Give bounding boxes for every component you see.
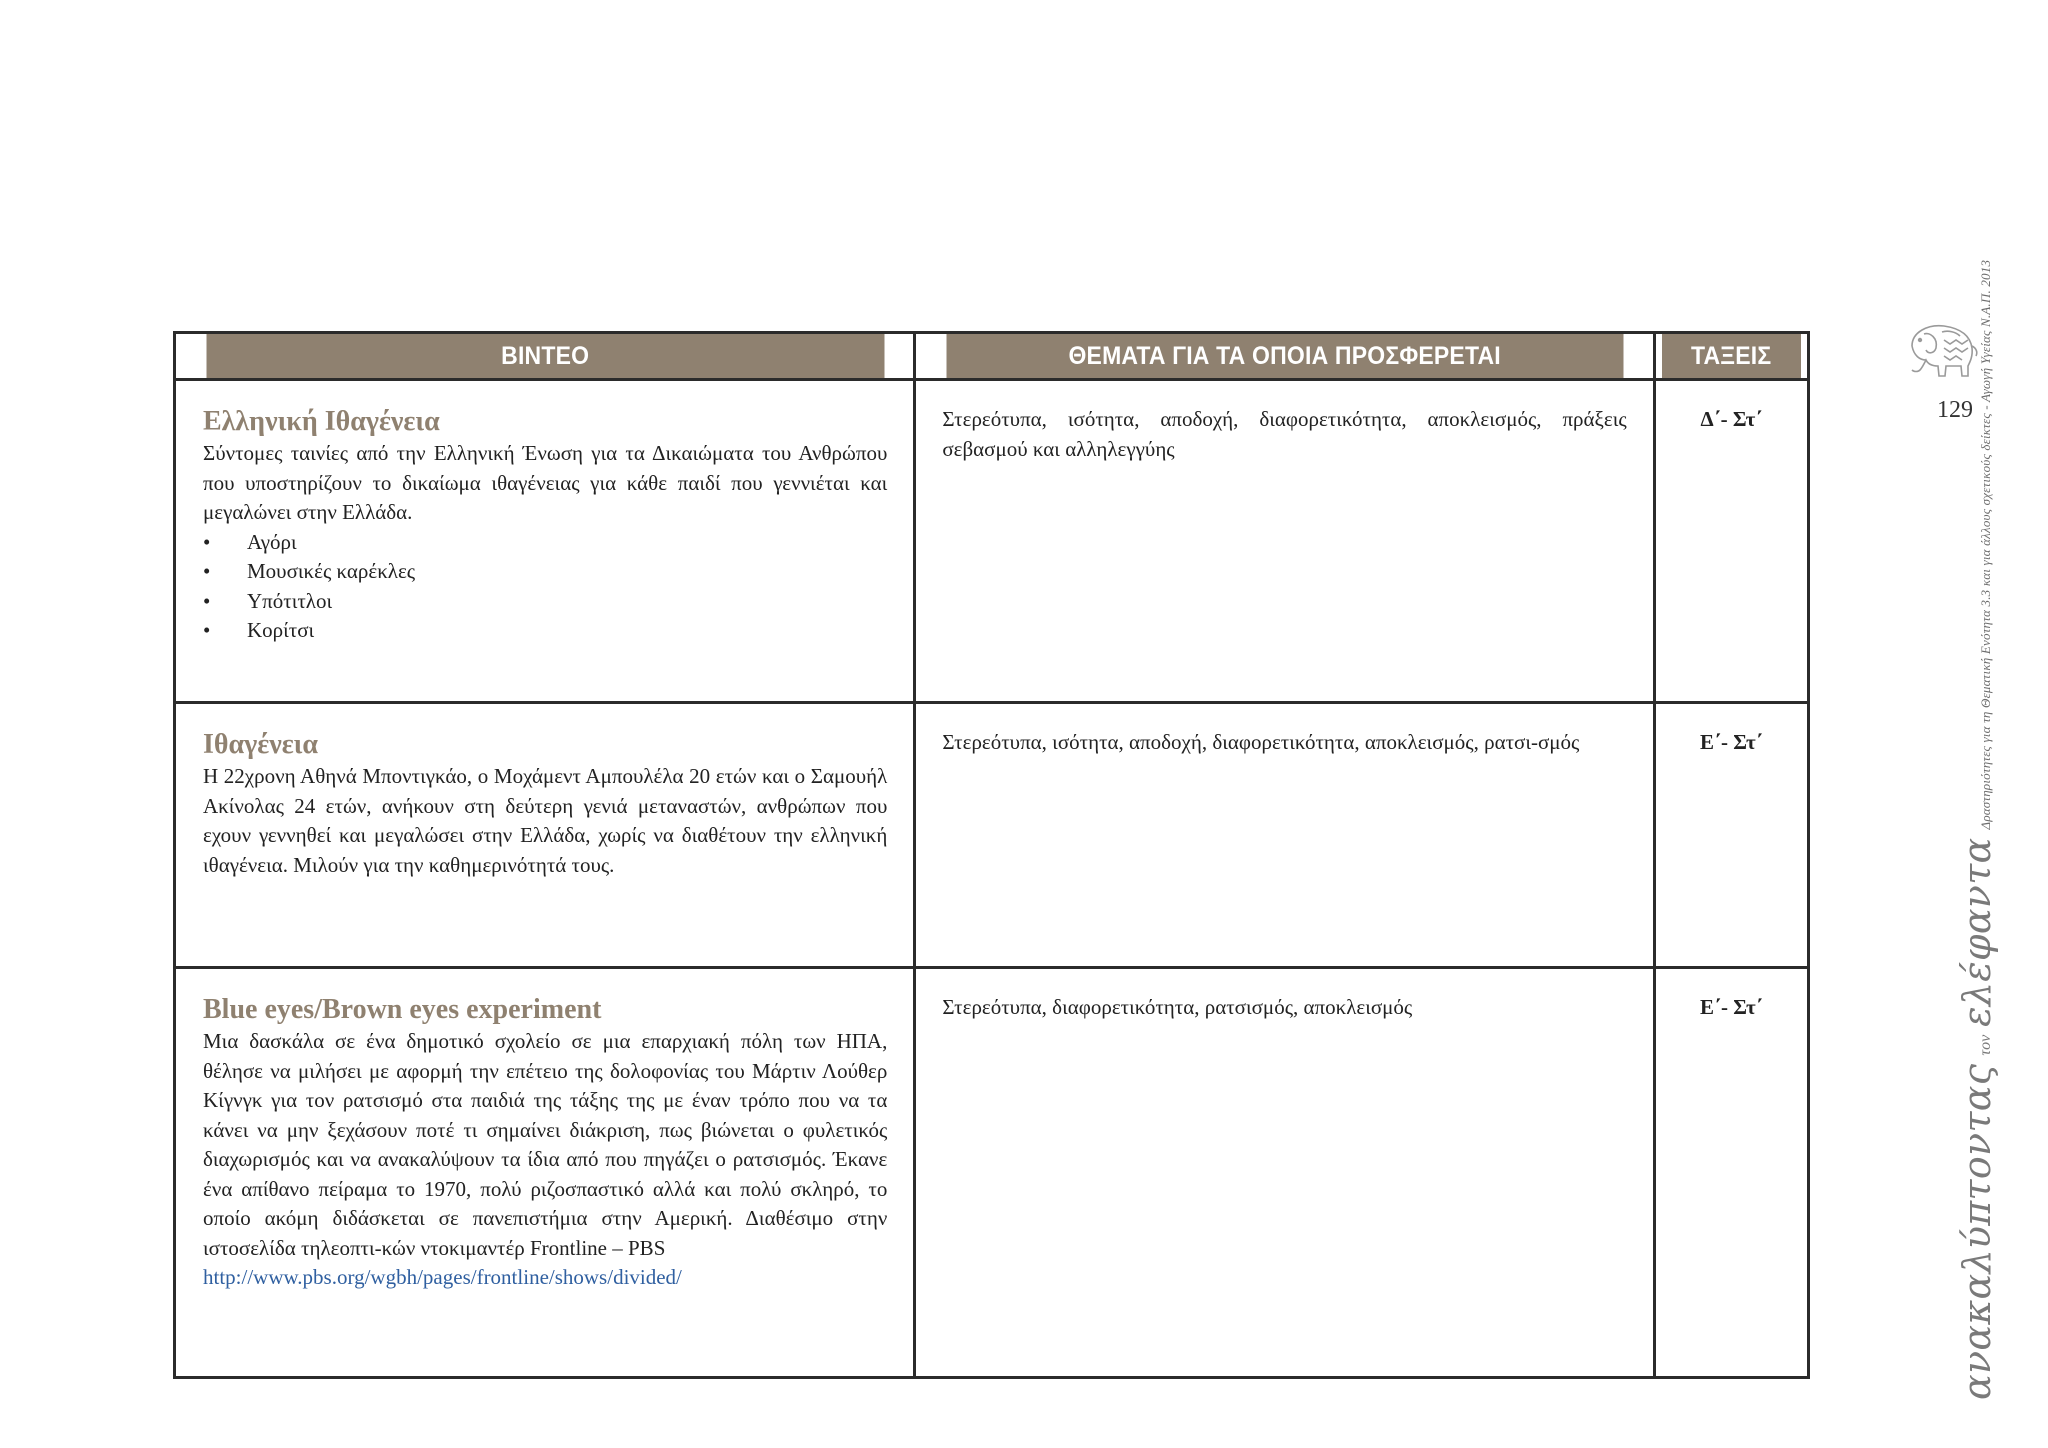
grades-text: Ε΄- Στ΄ — [1700, 995, 1763, 1019]
video-cell — [175, 703, 915, 968]
brand-small: τον — [1977, 1034, 1994, 1056]
bullet-icon: • — [203, 529, 211, 554]
table-header-row — [175, 333, 1809, 380]
video-description: Η 22χρονη Αθηνά Μποντιγκάο, ο Μοχάμεντ Αμπουλέλα 20 ετών και ο Σαμουήλ Ακίνολας 24 ετών, ανήκουν στη δεύτερη γενιά μεταναστών, ανθρώπων που εχουν γεννηθεί και μεγαλώσει στην Ελλάδα, χωρίς να διαθέτουν την ελληνική ιθαγένεια. Μιλούν για την καθημερινότητά τους. — [203, 764, 888, 877]
table-row — [175, 703, 1809, 968]
table-row — [175, 380, 1809, 703]
video-description: Μια δασκάλα σε ένα δημοτικό σχολείο σε μια επαρχιακή πόλη των ΗΠΑ, θέλησε να μιλήσει με αφορμή την επέτειο της δολοφονίας του Μάρτιν Λούθερ Κίγνγκ για τον ρατσισμό στα παιδιά της τάξης της με έναν τρόπο που να τα κάνει να μην ξεχάσουν ποτέ τι σημαίνει διάκριση, πως βιώνεται ο φυλετικός διαχωρισμός και να ανακαλύψουν τα ίδια από που πηγάζει ο ρατσισμός. Έκανε ένα απίθανο πείραμα το 1970, πολύ ριζοσπαστικό αλλά και πολύ σκληρό, το οποίο ακόμη διδάσκεται σε πανεπιστήμια στην Αμερική. Διαθέσιμο στην ιστοσελίδα τηλεοπτι-κών ντοκιμαντέρ Frontline – PBS — [203, 1029, 888, 1260]
topics-cell — [915, 703, 1654, 968]
grades-cell — [1654, 703, 1808, 968]
header-grades: ΤΑΞΕΙΣ — [1660, 333, 1802, 380]
header-topics: ΘΕΜΑΤΑ ΓΙΑ ΤΑ ΟΠΟΙΑ ΠΡΟΣΦΕΡΕΤΑΙ — [944, 333, 1624, 380]
topics-text: Στερεότυπα, διαφορετικότητα, ρατσισμός, αποκλεισμός — [942, 995, 1413, 1019]
header-video: ΒΙΝΤΕΟ — [204, 333, 885, 380]
bullet-icon: • — [203, 588, 211, 613]
brand-part2: ελέφαντα — [1955, 837, 1999, 1027]
video-title: Ελληνική Ιθαγένεια — [203, 406, 440, 437]
brand-part1: ανακαλύπτοντας — [1955, 1063, 1999, 1400]
video-cell — [175, 968, 915, 1378]
video-title: Blue eyes/Brown eyes experiment — [203, 994, 602, 1025]
topics-text: Στερεότυπα, ισότητα, αποδοχή, διαφορετικότητα, αποκλεισμός, πράξεις σεβασμού και αλληλεγγύης — [942, 407, 1627, 461]
bullet-icon: • — [203, 559, 211, 583]
video-list — [203, 528, 887, 646]
video-link[interactable]: http://www.pbs.org/wgbh/pages/frontline/shows/divided/ — [203, 1265, 682, 1289]
list-item: • Αγόρι — [203, 528, 887, 558]
grades-text: Ε΄- Στ΄ — [1700, 730, 1763, 754]
topics-cell — [915, 968, 1654, 1378]
bullet-icon: • — [203, 618, 211, 642]
list-item: • Μουσικές καρέκλες — [203, 557, 887, 587]
sidebar-title — [1955, 260, 1999, 1400]
list-item: • Υπότιτλοι — [203, 587, 887, 617]
grades-text: Δ΄- Στ΄ — [1700, 407, 1763, 431]
list-item: • Κορίτσι — [203, 616, 887, 646]
videos-table — [173, 331, 1810, 1379]
page-number: 129 — [1937, 397, 1973, 423]
table-row — [175, 968, 1809, 1378]
video-description: Σύντομες ταινίες από την Ελληνική Ένωση για τα Δικαιώματα του Ανθρώπου που υποστηρίζουν το δικαίωμα ιθαγένειας για κάθε παιδί που γεννιέται και μεγαλώνει στην Ελλάδα. — [203, 441, 888, 524]
video-cell — [175, 380, 915, 703]
topics-cell — [915, 380, 1654, 703]
sidebar-description: Δραστηριότητες για τη Θεματική Ενότητα 3.3 και για άλλους σχετικούς δείκτες - Αγωγή Υγείας Ν.Α.Π. 2013 — [1978, 259, 1993, 830]
page-margin — [0, 0, 166, 1448]
video-title: Ιθαγένεια — [203, 729, 318, 760]
topics-text: Στερεότυπα, ισότητα, αποδοχή, διαφορετικότητα, αποκλεισμός, ρατσι-σμός — [942, 730, 1580, 754]
grades-cell — [1654, 968, 1808, 1378]
grades-cell — [1654, 380, 1808, 703]
